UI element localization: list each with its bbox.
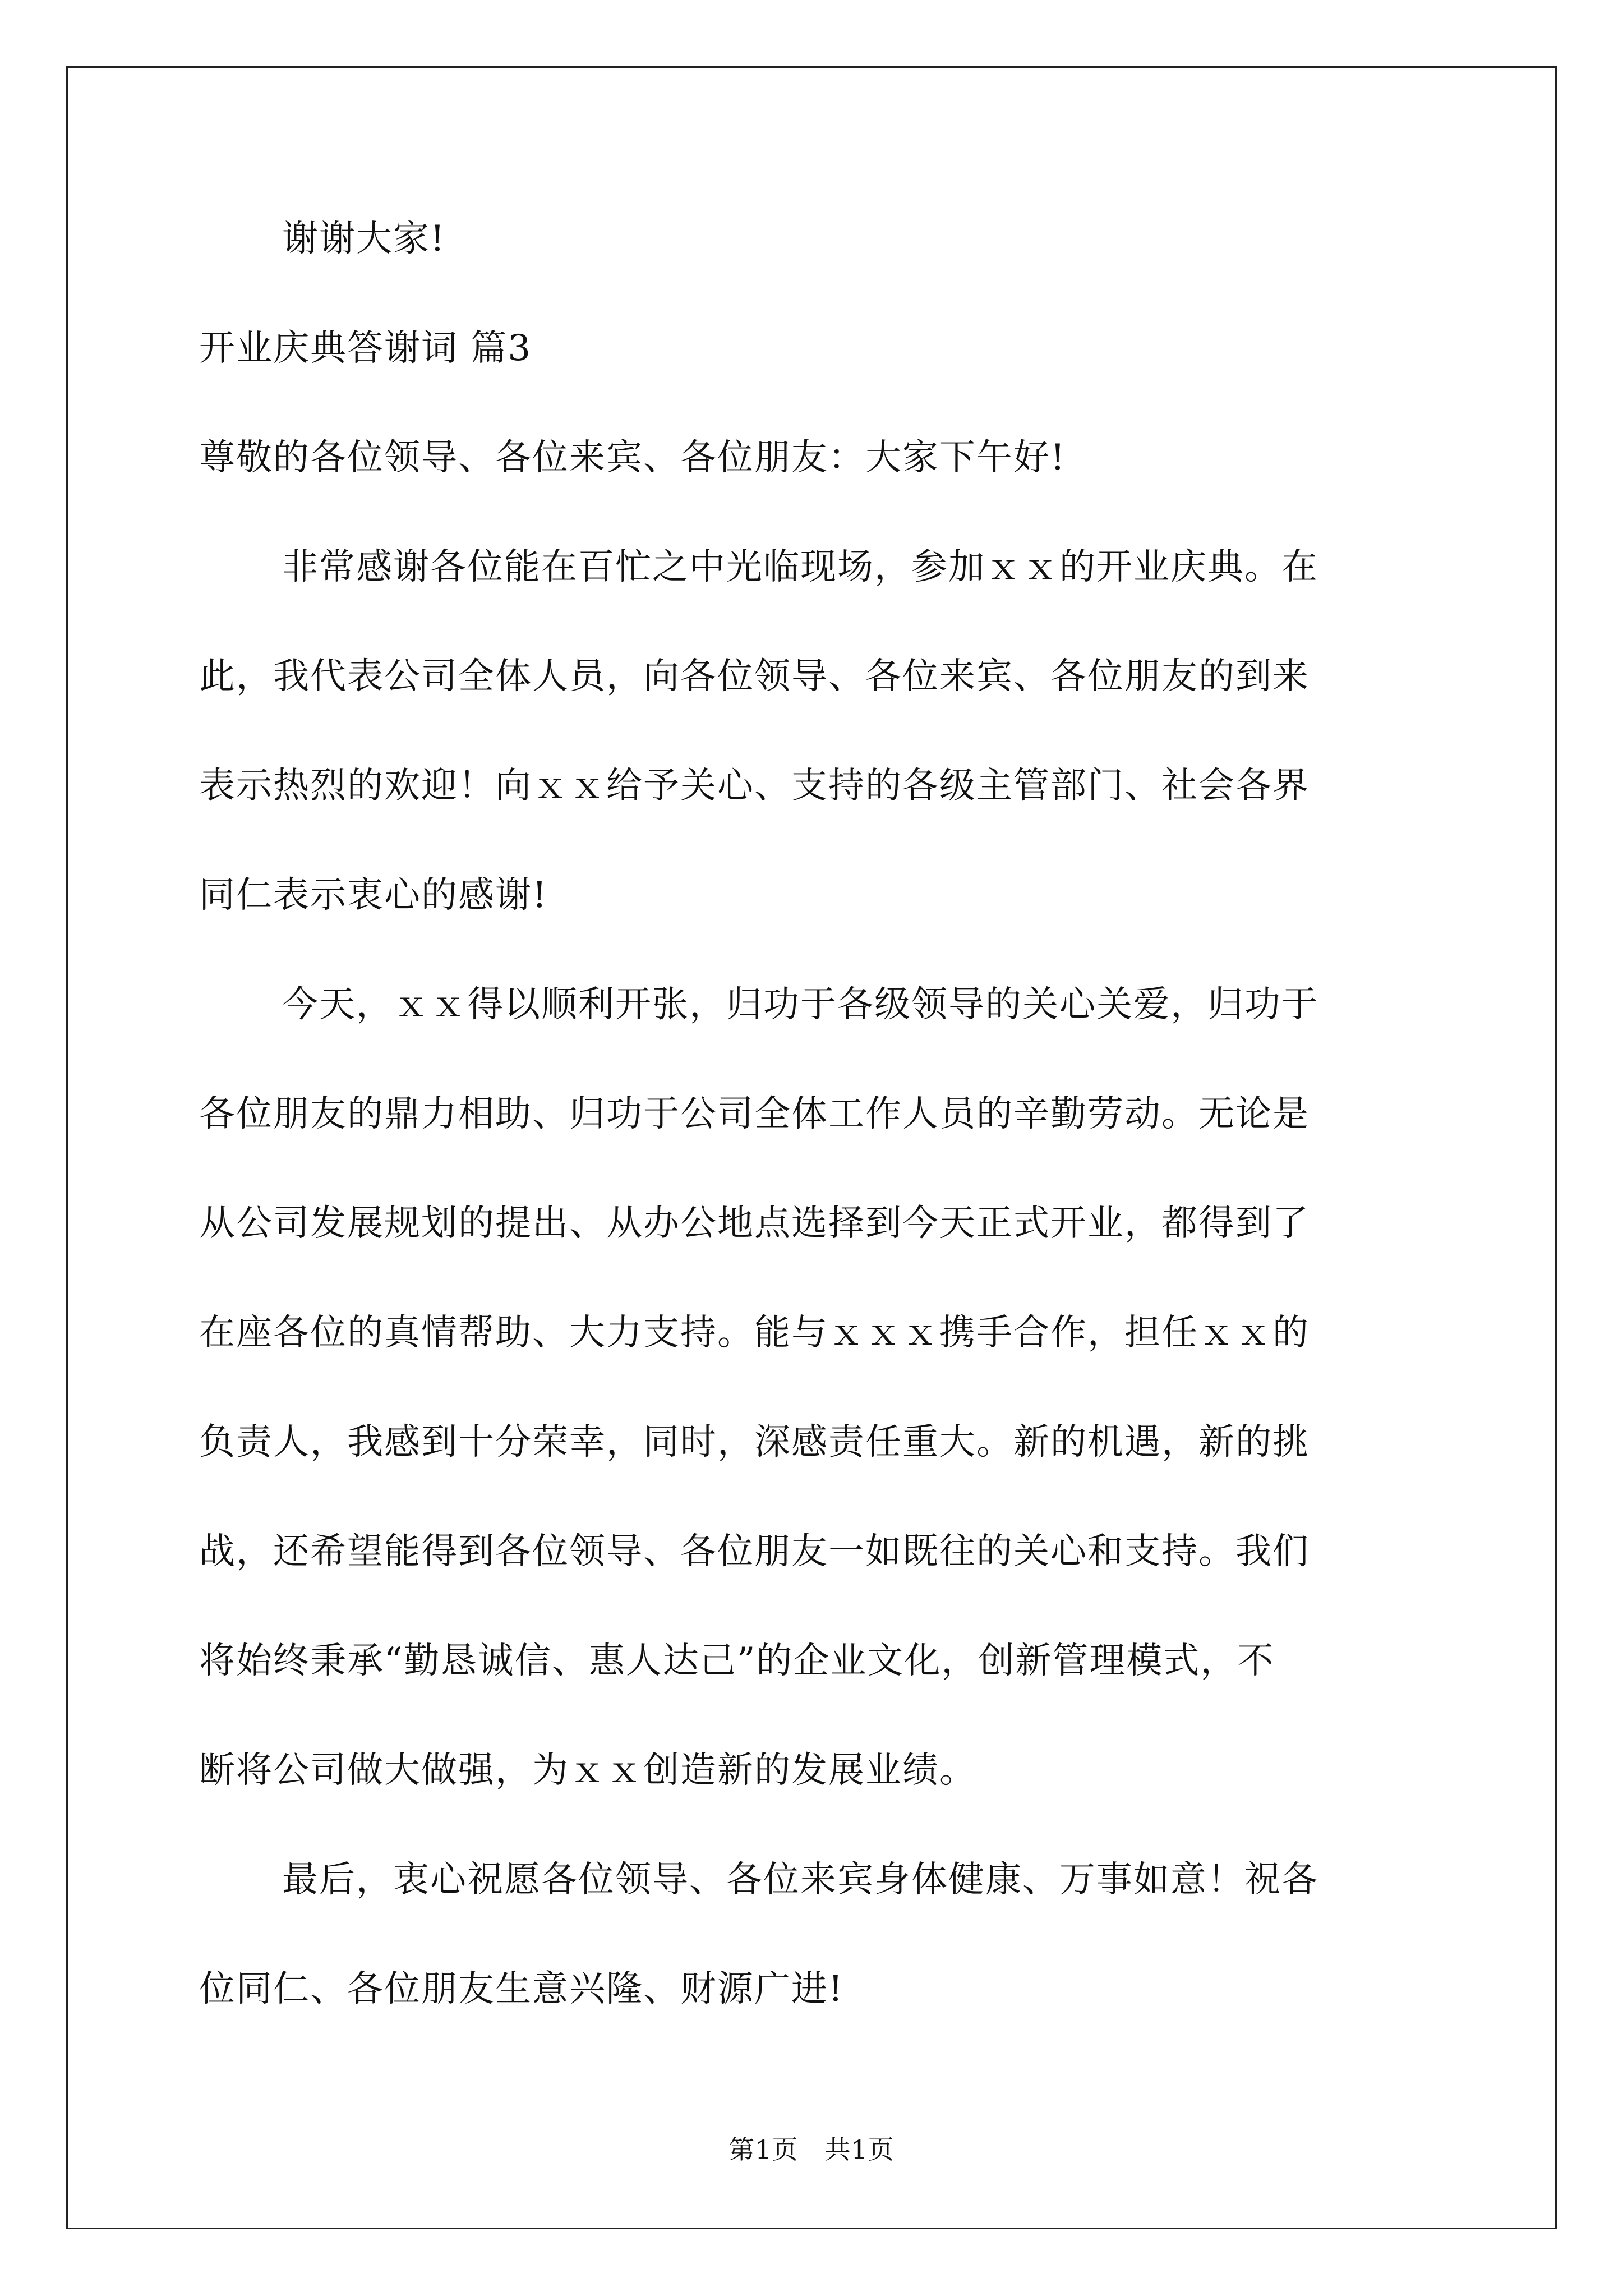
text-line: 将始终秉承“勤恳诚信、惠人达己”的企业文化，创新管理模式，不 xyxy=(199,1640,1275,1682)
text-line: 最后，衷心祝愿各位领导、各位来宾身体健康、万事如意！祝各 xyxy=(282,1859,1318,1901)
text-line: 同仁表示衷心的感谢! xyxy=(199,875,548,916)
text-line: 从公司发展规划的提出、从办公地点选择到今天正式开业，都得到了 xyxy=(199,1203,1310,1244)
text-line: 负责人，我感到十分荣幸，同时，深感责任重大。新的机遇，新的挑 xyxy=(199,1421,1310,1463)
page-number: 第1页 共1页 xyxy=(728,2134,895,2165)
text-line: 今天，ｘｘ得以顺利开张，归功于各级领导的关心关爱，归功于 xyxy=(282,984,1318,1025)
text-line: 战，还希望能得到各位领导、各位朋友一如既往的关心和支持。我们 xyxy=(199,1531,1310,1572)
text-line: 表示热烈的欢迎！向ｘｘ给予关心、支持的各级主管部门、社会各界 xyxy=(199,765,1310,807)
text-line: 在座各位的真情帮助、大力支持。能与ｘｘｘ携手合作，担任ｘｘ的 xyxy=(199,1312,1310,1354)
document-body xyxy=(199,216,1426,2012)
text-line: 此，我代表公司全体人员，向各位领导、各位来宾、各位朋友的到来 xyxy=(199,656,1310,697)
page-footer xyxy=(0,2133,1623,2166)
text-line: 各位朋友的鼎力相助、归功于公司全体工作人员的辛勤劳动。无论是 xyxy=(199,1093,1310,1135)
text-line: 位同仁、各位朋友生意兴隆、财源广进! xyxy=(199,1968,844,2010)
text-line: 断将公司做大做强，为ｘｘ创造新的发展业绩。 xyxy=(199,1750,976,1791)
section-heading: 开业庆典答谢词 篇3 xyxy=(199,328,532,369)
text-line: 非常感谢各位能在百忙之中光临现场，参加ｘｘ的开业庆典。在 xyxy=(282,546,1318,588)
text-line: 谢谢大家! xyxy=(282,218,446,260)
salutation: 尊敬的各位领导、各位来宾、各位朋友：大家下午好! xyxy=(199,437,1066,478)
